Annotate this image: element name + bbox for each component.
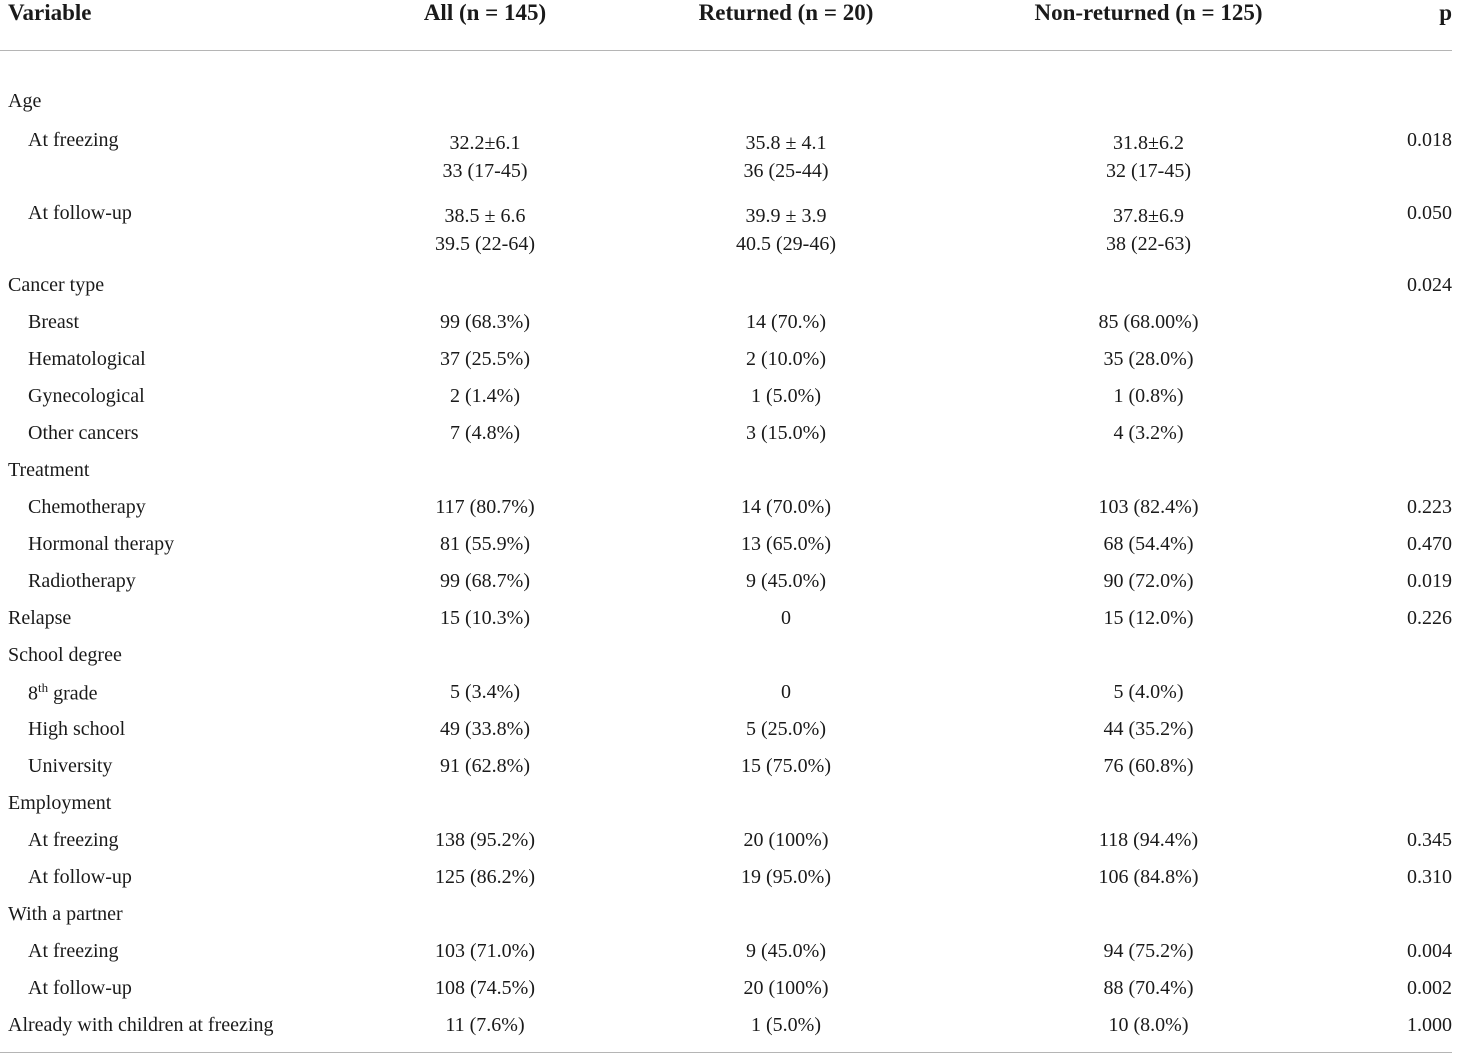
- cell-p: [1315, 674, 1452, 711]
- cell-p: 0.345: [1407, 829, 1452, 851]
- row-label: Hormonal therapy: [28, 533, 175, 555]
- header-p: p: [1315, 0, 1452, 51]
- row-label: Hematological: [28, 348, 146, 370]
- cell-p: [1315, 415, 1452, 452]
- cell-returned: 35.8 ± 4.1 36 (25-44): [743, 132, 829, 182]
- cell-all: 81 (55.9%): [440, 533, 530, 555]
- row-label: School degree: [8, 644, 122, 666]
- table-row-children: [0, 1007, 1452, 1053]
- table-header: [0, 0, 1452, 51]
- row-label: Employment: [8, 792, 112, 814]
- cell-all: 49 (33.8%): [440, 718, 530, 740]
- cell-non-returned: 10 (8.0%): [982, 1007, 1315, 1053]
- cell-returned: 19 (95.0%): [741, 866, 831, 888]
- table-row-other-cancers: [0, 415, 1452, 452]
- cell-non-returned: 1 (0.8%): [1113, 385, 1184, 407]
- row-label: Age: [8, 90, 42, 112]
- cell-non-returned: 106 (84.8%): [1098, 866, 1199, 888]
- cell-all: 117 (80.7%): [435, 496, 535, 518]
- cell-returned: 1 (5.0%): [751, 385, 821, 407]
- row-label: At follow-up: [28, 866, 132, 888]
- table-row-partner: [0, 896, 1452, 933]
- cell-non-returned: 31.8±6.2 32 (17-45): [1106, 132, 1191, 182]
- cell-non-returned: 76 (60.8%): [1103, 755, 1194, 777]
- cell-all: 32.2±6.1 33 (17-45): [442, 132, 528, 182]
- row-label: At freezing: [28, 940, 119, 962]
- table-row-partner-followup: [0, 970, 1452, 1007]
- cell-all: 5 (3.4%): [450, 681, 520, 703]
- cell-all: 138 (95.2%): [435, 829, 535, 851]
- cell-p: [1315, 304, 1452, 341]
- cell-non-returned: 5 (4.0%): [1113, 681, 1184, 703]
- table-row-gynecological: [0, 378, 1452, 415]
- header-returned: Returned (n = 20): [590, 0, 982, 51]
- table-row-8th-grade: [0, 674, 1452, 711]
- header-row: [0, 0, 1452, 51]
- cell-p: [1315, 378, 1452, 415]
- cell-all: 99 (68.7%): [440, 570, 530, 592]
- cell-non-returned: 35 (28.0%): [1103, 348, 1194, 370]
- table-row-treatment: [0, 452, 1452, 489]
- table-row-employment: [0, 785, 1452, 822]
- row-label: Radiotherapy: [28, 570, 136, 592]
- cell-returned: 14 (70.0%): [741, 496, 831, 518]
- cell-non-returned: 85 (68.00%): [1098, 311, 1199, 333]
- cell-all: 7 (4.8%): [450, 422, 520, 444]
- cell-p: [1315, 748, 1452, 785]
- cell-all: 38.5 ± 6.6 39.5 (22-64): [435, 205, 535, 255]
- cell-all: 2 (1.4%): [450, 385, 520, 407]
- cell-all: 15 (10.3%): [440, 607, 530, 629]
- cell-p: 1.000: [1315, 1007, 1452, 1053]
- row-label: Breast: [28, 311, 80, 333]
- cell-returned: 15 (75.0%): [741, 755, 831, 777]
- cell-p: [1315, 711, 1452, 748]
- row-label: With a partner: [8, 903, 123, 925]
- cell-all: 91 (62.8%): [440, 755, 530, 777]
- cell-non-returned: 103 (82.4%): [1098, 496, 1199, 518]
- table-row-age-freezing: [0, 121, 1452, 194]
- table-row-school-degree: [0, 637, 1452, 674]
- table-row-breast: [0, 304, 1452, 341]
- cell-returned: 9 (45.0%): [746, 940, 826, 962]
- cell-returned: 5 (25.0%): [746, 718, 826, 740]
- table-row-university: [0, 748, 1452, 785]
- table-row-radiotherapy: [0, 563, 1452, 600]
- table-body: [0, 51, 1452, 1053]
- cell-all: 108 (74.5%): [435, 977, 535, 999]
- cell-returned: 39.9 ± 3.9 40.5 (29-46): [736, 205, 836, 255]
- cell-non-returned: 118 (94.4%): [1098, 829, 1199, 851]
- cell-all: 125 (86.2%): [435, 866, 535, 888]
- cell-p: 0.050: [1407, 202, 1452, 224]
- cell-non-returned: 90 (72.0%): [1103, 570, 1194, 592]
- cell-p: 0.226: [1407, 607, 1452, 629]
- cell-p: 0.018: [1407, 129, 1452, 151]
- cell-returned: 13 (65.0%): [741, 533, 831, 555]
- table-row-high-school: [0, 711, 1452, 748]
- cell-returned: 3 (15.0%): [746, 422, 826, 444]
- row-label: 8th grade: [28, 679, 98, 705]
- table-row-age: [0, 51, 1452, 122]
- cell-non-returned: 68 (54.4%): [1103, 533, 1194, 555]
- cell-returned: 14 (70.%): [746, 311, 826, 333]
- cell-returned: 20 (100%): [743, 977, 829, 999]
- table-row-hormonal-therapy: [0, 526, 1452, 563]
- cell-non-returned: 94 (75.2%): [1103, 940, 1194, 962]
- cell-returned: 0: [781, 607, 791, 629]
- row-label: Other cancers: [28, 422, 139, 444]
- cell-p: 0.019: [1407, 570, 1452, 592]
- cell-returned: 9 (45.0%): [746, 570, 826, 592]
- row-label: Already with children at freezing: [0, 1007, 380, 1053]
- row-label: At follow-up: [28, 202, 132, 224]
- cell-returned: 0: [781, 681, 791, 703]
- table-row-age-followup: [0, 194, 1452, 267]
- cell-p: 0.310: [1407, 866, 1452, 888]
- table-row-hematological: [0, 341, 1452, 378]
- cell-p: [1315, 341, 1452, 378]
- table-row-chemotherapy: [0, 489, 1452, 526]
- cell-returned: 1 (5.0%): [590, 1007, 982, 1053]
- cell-returned: 2 (10.0%): [746, 348, 826, 370]
- table-row-employment-followup: [0, 859, 1452, 896]
- cell-non-returned: 15 (12.0%): [1103, 607, 1194, 629]
- table-row-employment-freezing: [0, 822, 1452, 859]
- row-label: University: [28, 755, 113, 777]
- row-label: Cancer type: [8, 274, 105, 296]
- cell-returned: 20 (100%): [743, 829, 829, 851]
- row-label: Treatment: [8, 459, 90, 481]
- table-row-cancer-type: [0, 267, 1452, 304]
- cell-non-returned: 4 (3.2%): [1113, 422, 1184, 444]
- cell-p: 0.470: [1407, 533, 1452, 555]
- cell-non-returned: 88 (70.4%): [1103, 977, 1194, 999]
- cell-all: 99 (68.3%): [440, 311, 530, 333]
- cell-p: 0.223: [1407, 496, 1452, 518]
- cell-all: 11 (7.6%): [380, 1007, 590, 1053]
- row-label: At follow-up: [28, 977, 132, 999]
- cell-p: 0.004: [1407, 940, 1452, 962]
- row-label: High school: [28, 718, 126, 740]
- row-label: At freezing: [28, 829, 119, 851]
- table-row-relapse: [0, 600, 1452, 637]
- cell-non-returned: 44 (35.2%): [1103, 718, 1194, 740]
- header-all: All (n = 145): [380, 0, 590, 51]
- table-row-partner-freezing: [0, 933, 1452, 970]
- cell-p: 0.024: [1407, 274, 1452, 296]
- cell-p: 0.002: [1407, 977, 1452, 999]
- row-label: Gynecological: [28, 385, 145, 407]
- cell-non-returned: 37.8±6.9 38 (22-63): [1106, 205, 1191, 255]
- row-label: Relapse: [8, 607, 72, 629]
- cell-all: 37 (25.5%): [440, 348, 530, 370]
- header-non-returned: Non-returned (n = 125): [982, 0, 1315, 51]
- row-label: At freezing: [28, 129, 119, 151]
- header-variable: Variable: [0, 0, 380, 51]
- cell-all: 103 (71.0%): [435, 940, 535, 962]
- row-label: Chemotherapy: [28, 496, 146, 518]
